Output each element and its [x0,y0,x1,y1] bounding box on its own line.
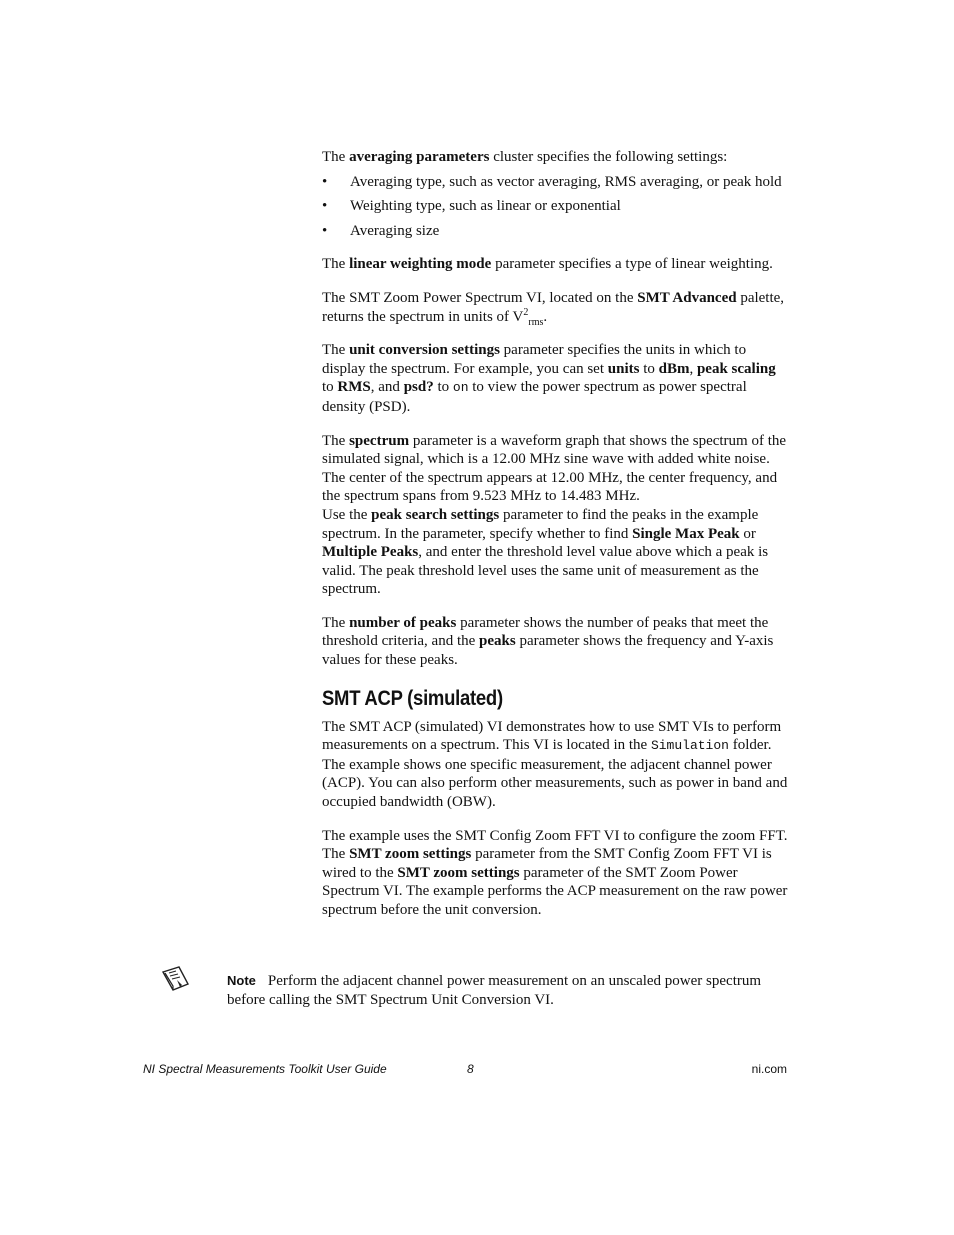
term-smt-zoom-settings: SMT zoom settings [349,846,472,863]
text-span: to [639,360,659,377]
footer-page-number: 8 [467,1062,474,1076]
term-units: units [607,360,640,377]
superscript: 2 [523,306,529,318]
averaging-parameters-paragraph [322,148,788,167]
term-smt-advanced: SMT Advanced [637,289,737,306]
footer-document-title: NI Spectral Measurements Toolkit User Guide [143,1062,387,1076]
term-spectrum: spectrum [349,432,410,449]
list-item [322,222,788,241]
number-of-peaks-paragraph [322,614,788,670]
text-span: parameter shows the number of peaks that meet the threshold criteria, and the [322,614,769,650]
term-averaging-parameters: averaging parameters [349,149,490,165]
note-hand-icon [160,964,190,994]
text-span: parameter specifies a type of linear weighting. [491,256,773,273]
text-span: parameter shows the frequency and Y-axis values for these peaks. [322,633,774,669]
peak-search-paragraph [322,506,788,599]
text-span: to [322,379,338,396]
page-footer [143,1062,787,1080]
text-span: Use the [322,506,372,523]
text-span: parameter to find the peaks in the example spectrum. In the parameter, specify whether to find [322,506,759,542]
text-span: , and [370,379,404,396]
text-span: The [322,256,350,273]
bullet-marker: • [322,222,328,239]
list-item-text: Weighting type, such as linear or exponential [350,198,621,215]
term-peak-search-settings: peak search settings [371,506,500,523]
term-linear-weighting-mode: linear weighting mode [349,256,492,273]
bullet-marker: • [322,198,328,215]
smt-acp-intro-paragraph [322,718,788,812]
text-span: to view the power spectrum as power spectral density (PSD). [322,379,747,415]
term-dbm: dBm [658,360,690,377]
section-heading: SMT ACP (simulated) [322,686,503,710]
text-span: cluster specifies the following settings: [489,149,728,165]
text-span: parameter is a waveform graph that shows the spectrum of the simulated signal, which is a 12.00 MHz sine wave with added white noise. The center of the spectrum appears at 12.00 MHz, the center frequency, and the spectrum spans from 9.523 MHz to 14.483 MHz. [322,432,787,505]
list-item-text: Averaging type, such as vector averaging, RMS averaging, or peak hold [350,173,782,190]
text-span: palette, returns the spectrum in units of V [322,289,785,325]
list-item-text: Averaging size [350,222,440,239]
subscript: rms [528,316,544,328]
spectrum-paragraph [322,432,788,506]
zoom-power-spectrum-paragraph [322,289,788,326]
note-text: Perform the adjacent channel power measurement on an unscaled power spectrum before calling the SMT Spectrum Unit Conversion VI. [227,973,762,1008]
text-span: The [322,342,350,359]
text-span: , [689,360,697,377]
code-simulation: Simulation [650,738,729,754]
text-span: The [322,614,350,631]
footer-website: ni.com [751,1062,787,1076]
term-peak-scaling: peak scaling [696,360,776,377]
text-span: folder. The example shows one specific measurement, the adjacent channel power (ACP). You can also perform other measurements, such as power in band and occupied bandwidth (OBW). [322,737,788,811]
bullet-marker: • [322,173,328,190]
text-span: parameter of the SMT Zoom Power Spectrum VI. The example performs the ACP measurement on the raw power spectrum before the unit conversion. [322,864,788,918]
body-column [322,148,788,920]
note-label: Note [227,973,256,988]
text-span: . [543,308,548,325]
term-multiple-peaks: Multiple Peaks [322,544,419,561]
note-block [227,972,787,1009]
code-on: on [452,380,469,396]
zoom-fft-paragraph [322,827,788,920]
term-psd: psd? [403,379,434,396]
text-span: or [739,525,756,542]
text-span: to [433,379,453,396]
term-number-of-peaks: number of peaks [349,614,457,631]
text-span: parameter from the SMT Config Zoom FFT VI is wired to the [322,846,772,881]
list-item [322,173,788,192]
text-span: The [322,432,350,449]
term-unit-conversion-settings: unit conversion settings [349,342,500,359]
text-span: The SMT Zoom Power Spectrum VI, located on the [322,289,638,306]
term-single-max-peak: Single Max Peak [632,525,740,542]
linear-weighting-paragraph [322,255,788,274]
text-span: , and enter the threshold level value above which a peak is valid. The peak threshold level uses the same unit of measurement as the spectrum. [322,544,769,598]
term-rms: RMS [337,379,371,396]
text-span: The SMT ACP (simulated) VI demonstrates how to use SMT VIs to perform measurements on a spectrum. This VI is located in the [322,718,782,754]
text-span: The [322,149,350,165]
text-span: parameter specifies the units in which to display the spectrum. For example, you can set [322,342,747,377]
term-smt-zoom-settings: SMT zoom settings [397,864,520,881]
term-peaks: peaks [479,633,516,650]
list-item [322,197,788,216]
text-span: The example uses the SMT Config Zoom FFT VI to configure the zoom FFT. The [322,827,788,863]
unit-conversion-paragraph [322,341,788,416]
averaging-settings-list [322,173,788,241]
